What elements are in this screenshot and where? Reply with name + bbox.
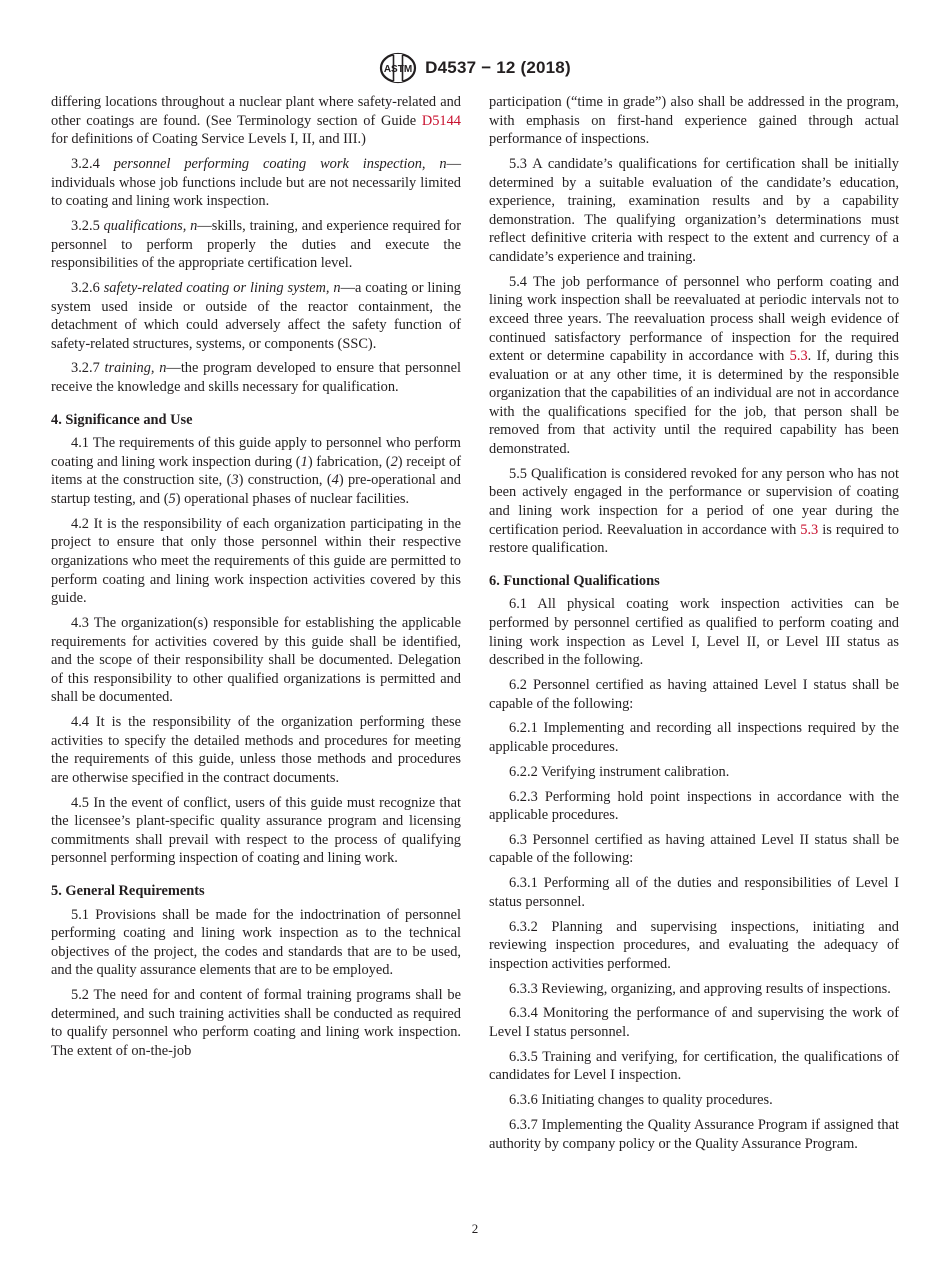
right-column <box>489 93 899 1159</box>
astm-logo-icon <box>379 52 417 84</box>
paragraph-continued: participation (“time in grade”) also shall be addressed in the program, with emphasis on first-hand experience gained through actual performance of inspections. <box>489 94 899 148</box>
paragraph-4-5: 4.5 In the event of conflict, users of this guide must recognize that the licensee’s plant-specific quality assurance program and licensing commitments shall prevail with respect to the process of qualifying personnel performing inspection of coating and lining work. <box>51 794 461 867</box>
paragraph-6-3-3: 6.3.3 Reviewing, organizing, and approving results of inspections. <box>509 980 891 997</box>
paragraph-6-3-5: 6.3.5 Training and verifying, for certification, the qualifications of candidates for Level I inspection. <box>489 1048 899 1084</box>
link-d5144[interactable]: D5144 <box>421 112 461 129</box>
paragraph-5-1: 5.1 Provisions shall be made for the indoctrination of personnel performing coating and lining work inspection as to the technical objectives of the project, the codes and standards that are to be used, and the quality assurance elements that are to be employed. <box>51 906 461 979</box>
section-heading-5: 5. General Requirements <box>51 883 205 900</box>
paragraph-4-1: 4.1 The requirements of this guide apply to personnel who perform coating and lining work inspection during (1) fabrication, (2) receipt of items at the construction site, (3) construction, (4) pre-operational and startup testing, and (5) operational phases of nuclear facilities. <box>51 435 461 508</box>
paragraph-6-3-1: 6.3.1 Performing all of the duties and responsibilities of Level I status personnel. <box>489 875 899 910</box>
paragraph-5-4: 5.4 The job performance of personnel who perform coating and lining work inspection shall be reevaluated at periodic intervals not to exceed three years. The reevaluation process shall weigh evidence of continued satisfactory performance of inspection for the required extent or determine capability in accordance with 5.3. If, during this evaluation or at any other time, it is determined by the responsible organization that the capabilities of an individual are not in accordance with the qualifications specified for the job, that person shall be removed from that activity until the required capability has been demonstrated. <box>489 273 899 458</box>
section-heading-6: 6. Functional Qualifications <box>489 572 660 589</box>
paragraph-6-2: 6.2 Personnel certified as having attained Level I status shall be capable of the following: <box>489 676 899 712</box>
page-header <box>0 52 950 84</box>
paragraph-4-4: 4.4 It is the responsibility of the organization performing these activities to specify the detailed methods and procedures for meeting the requirements of this guide, unless those methods and procedures are otherwise specified in the contract documents. <box>51 714 461 786</box>
paragraph-6-3-6: 6.3.6 Initiating changes to quality procedures. <box>509 1092 773 1109</box>
page-number: 2 <box>471 1221 479 1236</box>
paragraph-6-2-3: 6.2.3 Performing hold point inspections in accordance with the applicable procedures. <box>489 788 899 824</box>
link-5-3[interactable]: 5.3 <box>789 348 808 365</box>
paragraph-6-3-2: 6.3.2 Planning and supervising inspections, initiating and reviewing inspection procedures, and evaluating the adequacy of inspection activities performed. <box>489 918 899 972</box>
paragraph-4-3: 4.3 The organization(s) responsible for establishing the applicable requirements for activities covered by this guide shall be identified, and the scope of their responsibility shall be documented. Delegation of this responsibility to other qualified organizations is permitted and shall be documented. <box>51 614 461 706</box>
paragraph-3-2-4: 3.2.4 personnel performing coating work inspection, n—individuals whose job functions include but are not necessarily limited to coating and lining work inspection. <box>51 155 461 210</box>
link-5-3[interactable]: 5.3 <box>800 521 819 538</box>
paragraph-3-2-5: 3.2.5 qualifications, n—skills, training, and experience required for personnel to perform properly the duties and execute the responsibilities of the appropriate certification level. <box>51 217 461 272</box>
paragraph-6-1: 6.1 All physical coating work inspection activities can be performed by personnel certified as qualified to perform coating and lining work inspection as Level I, Level II, or Level III status as described in the following. <box>489 596 899 669</box>
paragraph-3-2-7: 3.2.7 training, n—the program developed to ensure that personnel receive the knowledge and skills necessary for qualification. <box>51 360 461 396</box>
paragraph-5-2: 5.2 The need for and content of formal training programs shall be determined, and such training activities shall be conducted as required to qualify personnel who perform coating and lining work inspection. The extent of on-the-job <box>51 987 461 1059</box>
paragraph-6-3-7: 6.3.7 Implementing the Quality Assurance Program if assigned that authority by company policy or the Quality Assurance Program. <box>489 1116 899 1152</box>
paragraph-6-3: 6.3 Personnel certified as having attained Level II status shall be capable of the following: <box>489 831 899 867</box>
paragraph-6-3-4: 6.3.4 Monitoring the performance of and supervising the work of Level I status personnel. <box>489 1005 899 1040</box>
paragraph-6-2-2: 6.2.2 Verifying instrument calibration. <box>509 763 730 780</box>
paragraph-4-2: 4.2 It is the responsibility of each organization participating in the project to ensure that only those personnel within their respective organizations who meet the requirements of this guide are permitted to perform coating and lining work inspection activities covered by this guide. <box>51 515 461 607</box>
paragraph-continued: differing locations throughout a nuclear plant where safety-related and other coatings are found. (See Terminology section of Guide D5144 for definitions of Coating Service Levels I, II, and III.) <box>51 94 461 148</box>
paragraph-5-5: 5.5 Qualification is considered revoked for any person who has not been actively engaged in the performance or supervision of coating and lining work inspection for a period of one year during the certification period. Reevaluation in accordance with 5.3 is required to restore qualification. <box>489 465 899 557</box>
document-designation: D4537 − 12 (2018) <box>425 58 571 77</box>
paragraph-3-2-6: 3.2.6 safety-related coating or lining system, n—a coating or lining system used inside or outside of the reactor containment, the detachment of which could adversely affect the safety function of safety-related structures, systems, or components (SSC). <box>51 279 462 352</box>
paragraph-5-3: 5.3 A candidate’s qualifications for certification shall be initially determined by a suitable evaluation of the candidate’s education, experience, training, examination results and by a capability demonstration. The qualifying organization’s determinations must reflect definitive criteria with respect to the extent and currency of a candidate’s experience and training. <box>489 155 899 265</box>
left-column <box>51 93 461 1067</box>
section-heading-4: 4. Significance and Use <box>51 411 193 428</box>
paragraph-6-2-1: 6.2.1 Implementing and recording all inspections required by the applicable procedures. <box>489 720 899 755</box>
svg-text:ASTM: ASTM <box>384 64 413 75</box>
